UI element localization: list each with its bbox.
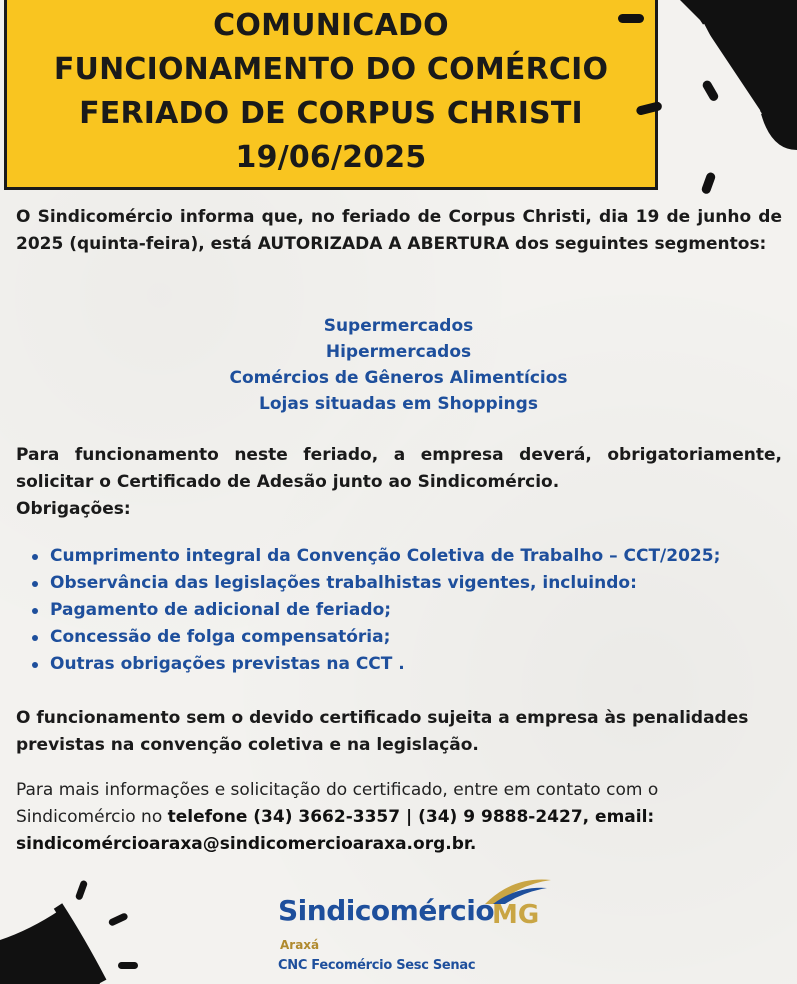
requirement-paragraph: Para funcionamento neste feriado, a empresa deverá, obrigatoriamente, solicitar o Certificado de Adesão junto ao Sindicomércio. xyxy=(16,445,782,492)
contact-prefix: Para mais informações e solicitação do certificado, entre em contato com o Sindicomércio no xyxy=(16,780,659,827)
logo-name: Sindicomércio xyxy=(278,894,495,927)
title-line-1: COMUNICADO xyxy=(213,8,449,43)
segment-item: Supermercados xyxy=(323,316,474,336)
megaphone-icon xyxy=(610,0,797,200)
segments-list xyxy=(0,313,797,417)
partner-logos: CNC Fecomércio Sesc Senac xyxy=(278,958,476,973)
obligation-item: Cumprimento integral da Convenção Coletiva de Trabalho – CCT/2025; xyxy=(30,543,790,570)
title-line-2: FUNCIONAMENTO DO COMÉRCIO xyxy=(53,52,609,87)
obligations-heading: Obrigações: xyxy=(16,499,131,519)
contact-phone: telefone (34) 3662-3357 | (34) 9 9888-2427, email: xyxy=(167,807,655,827)
segment-item: Comércios de Gêneros Alimentícios xyxy=(229,368,568,388)
sindicomercio-logo xyxy=(278,874,578,984)
contact-email[interactable]: sindicomércioaraxa@sindicomercioaraxa.org.br. xyxy=(16,834,477,854)
obligation-item: Concessão de folga compensatória; xyxy=(30,624,790,651)
contact-paragraph xyxy=(16,777,782,858)
title-banner xyxy=(4,0,658,190)
obligation-item: Outras obrigações previstas na CCT . xyxy=(30,651,790,678)
logo-state: MG xyxy=(492,900,540,930)
megaphone-icon xyxy=(0,870,160,984)
logo-city: Araxá xyxy=(280,938,320,952)
title-date: 19/06/2025 xyxy=(235,140,427,175)
segment-item: Lojas situadas em Shoppings xyxy=(259,394,538,414)
intro-paragraph: O Sindicomércio informa que, no feriado de Corpus Christi, dia 19 de junho de 2025 (quinta-feira), está AUTORIZADA A ABERTURA dos seguintes segmentos: xyxy=(16,207,782,254)
obligations-list xyxy=(30,543,790,678)
obligation-item: Pagamento de adicional de feriado; xyxy=(30,597,790,624)
segment-item: Hipermercados xyxy=(325,342,472,362)
title-line-3: FERIADO DE CORPUS CHRISTI xyxy=(79,96,583,131)
penalty-paragraph: O funcionamento sem o devido certificado sujeita a empresa às penalidades previstas na convenção coletiva e na legislação. xyxy=(16,708,749,755)
obligation-item: Observância das legislações trabalhistas vigentes, incluindo: xyxy=(30,570,790,597)
